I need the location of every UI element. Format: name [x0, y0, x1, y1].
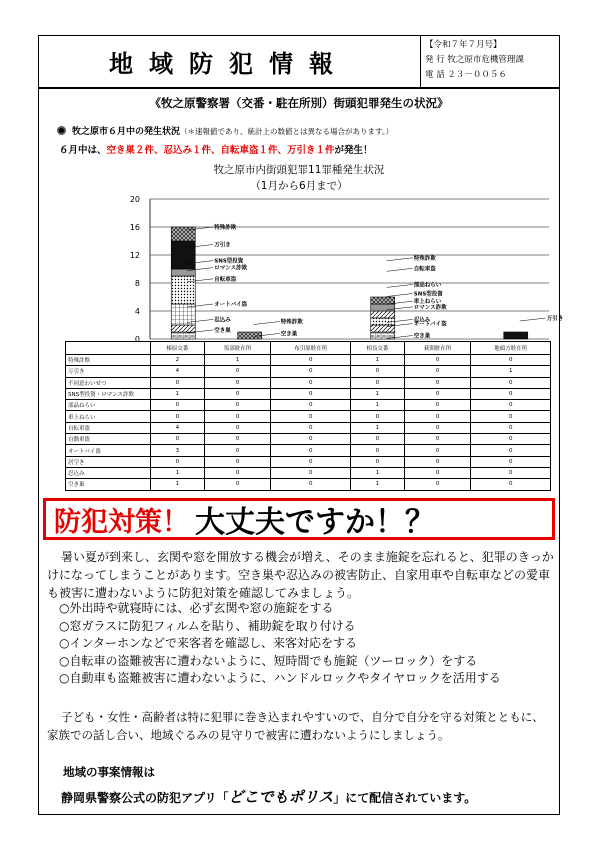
table-cell: 0	[350, 434, 404, 445]
callout-label: SNS型投資	[413, 291, 443, 298]
table-cell: 0	[471, 422, 551, 433]
table-cell: 1	[471, 366, 551, 377]
flyer-page	[38, 35, 564, 815]
table-cell: 0	[471, 400, 551, 411]
table-cell: 0	[271, 355, 351, 366]
table-cell: 0	[404, 411, 471, 422]
body-paragraph-2: 子ども・女性・高齢者は特に犯罪に巻き込まれやすいので、自分で自分を守る対策とともに、家族での話し合い、地域ぐるみの見守りで被害に遭わないようにしましょう。	[47, 710, 544, 742]
y-tick-label: 12	[129, 251, 140, 260]
table-cell: 4	[151, 422, 205, 433]
callout-label: ロマンス詐欺	[413, 304, 447, 311]
summary-line: ６月中は、空き巣２件、忍込み１件、自転車盗１件、万引き１件が発生！	[59, 145, 373, 156]
table-cell: 0	[204, 467, 271, 478]
table-cell: 0	[271, 434, 351, 445]
callout-label: ロマンス詐欺	[214, 265, 248, 272]
table-cell: 4	[151, 366, 205, 377]
callout-line	[254, 322, 280, 325]
table-row	[66, 422, 551, 433]
row-label: 忍込み	[66, 467, 151, 478]
footer-line-2: 静岡県警察公式の防犯アプリ「どこでもポリス」にて配信されています。	[61, 788, 477, 806]
row-label: 万引き	[66, 366, 151, 377]
table-row	[66, 467, 551, 478]
callout-label: 特殊詐欺	[280, 319, 303, 326]
summary-highlight: 空き巣２件、忍込み１件、自転車盗１件、万引き１件	[106, 145, 335, 156]
table-cell: 0	[404, 400, 471, 411]
table-cell: 1	[350, 355, 404, 366]
callout-label: 部品ねらい	[413, 282, 442, 289]
table-corner	[66, 342, 151, 355]
table-row	[66, 479, 551, 490]
table-row	[66, 366, 551, 377]
callout-line	[387, 258, 413, 261]
callout-label: 自転車盗	[413, 266, 436, 273]
table-col-header: 布引原駐在所	[271, 342, 351, 355]
table-cell: 0	[204, 366, 271, 377]
table-cell: 0	[271, 445, 351, 456]
row-label: 居空き	[66, 456, 151, 467]
section-title: 《牧之原警察署（交番・駐在所別）街頭犯罪発生の状況》	[149, 96, 449, 110]
table-cell: 0	[404, 355, 471, 366]
crime-table	[65, 341, 551, 491]
callout-label: 空き巣	[280, 331, 298, 338]
bar-segment	[171, 332, 195, 339]
table-col-header: 坂部駐在所	[204, 342, 271, 355]
chart-subtitle: （1月から6月まで）	[250, 180, 348, 192]
table-cell: 0	[404, 456, 471, 467]
table-cell: 0	[204, 456, 271, 467]
table-cell: 0	[404, 445, 471, 456]
table-row	[66, 411, 551, 422]
table-cell: 0	[404, 479, 471, 490]
chart-title: 牧之原市内街頭犯罪11罪種発生状況	[213, 164, 385, 176]
table-row	[66, 388, 551, 399]
table-cell: 0	[471, 355, 551, 366]
table-cell: 0	[471, 434, 551, 445]
table-cell: 1	[204, 355, 271, 366]
table-row	[66, 400, 551, 411]
banner	[43, 498, 555, 540]
y-tick-label: 8	[134, 279, 140, 288]
table-cell: 0	[471, 445, 551, 456]
table-col-header: 萩間駐在所	[404, 342, 471, 355]
issuer: 発 行 牧之原市危機管理課	[425, 55, 524, 65]
table-cell: 0	[271, 411, 351, 422]
table-cell: 0	[471, 388, 551, 399]
table-cell: 0	[204, 422, 271, 433]
bar-segment	[504, 332, 528, 339]
table-cell: 1	[350, 422, 404, 433]
footer-line-1: 地域の事案情報は	[63, 765, 155, 779]
table-cell: 0	[471, 467, 551, 478]
bar-segment	[171, 241, 195, 269]
table-cell: 0	[471, 479, 551, 490]
row-label: 部品ねらい	[66, 400, 151, 411]
table-cell: 0	[271, 366, 351, 377]
table-cell: 0	[404, 422, 471, 433]
table-cell: 0	[350, 411, 404, 422]
table-cell: 0	[350, 377, 404, 388]
banner-red-text: 防犯対策！	[54, 506, 189, 538]
table-cell: 0	[404, 388, 471, 399]
table-cell: 0	[350, 456, 404, 467]
callout-label: 車上ねらい	[413, 299, 442, 306]
row-label: 自転車盗	[66, 422, 151, 433]
table-cell: 0	[204, 377, 271, 388]
bar-segment	[371, 311, 395, 318]
bar-segment	[238, 332, 262, 339]
bar-segment	[171, 325, 195, 332]
bullet-icon	[57, 126, 66, 135]
tip-item: ○自動車も盗難被害に遭わないように、ハンドルロックやタイヤロックを活用する	[59, 671, 501, 685]
tip-item: ○インターホンなどで来客者を確認し、来客対応をする	[59, 636, 357, 650]
row-label: 不同意わいせつ	[66, 377, 151, 388]
row-label: 特殊詐欺	[66, 355, 151, 366]
table-cell: 0	[271, 388, 351, 399]
table-cell: 1	[151, 467, 205, 478]
callout-label: 忍込み	[413, 317, 431, 324]
tip-item: ○窓ガラスに防犯フィルムを貼り、補助錠を取り付ける	[59, 618, 356, 633]
issue-date: 【令和７年７月号】	[425, 40, 502, 50]
table-cell: 3	[151, 445, 205, 456]
callout-label: 忍込み	[214, 317, 231, 324]
row-label: オートバイ盗	[66, 445, 151, 456]
body-paragraph-1: 暑い夏が到来し、玄関や窓を開放する機会が増え、そのまま施錠を忘れると、犯罪のきっかけになってしまうことがあります。空き巣や忍込みの被害防止、自家用車や自転車などの愛車も被害に遭わないように防犯対策を確認してみましょう。	[47, 550, 554, 600]
table-cell: 0	[404, 434, 471, 445]
y-tick-label: 0	[134, 335, 140, 344]
table-cell: 0	[350, 445, 404, 456]
table-cell: 1	[350, 400, 404, 411]
table-row	[66, 456, 551, 467]
callout-line	[387, 284, 413, 287]
table-cell: 0	[271, 479, 351, 490]
row-label: 空き巣	[66, 479, 151, 490]
table-cell: 1	[350, 388, 404, 399]
callout-line	[520, 318, 546, 321]
table-col-header: 地頭方駐在所	[471, 342, 551, 355]
table-cell: 2	[151, 355, 205, 366]
table-row	[66, 355, 551, 366]
page-title: 地域防犯情報	[109, 50, 349, 78]
callout-label: 特殊詐欺	[214, 225, 237, 231]
table-cell: 0	[204, 400, 271, 411]
table-row	[66, 445, 551, 456]
callout-label: SNS型投資	[214, 258, 244, 265]
bar-segment	[171, 227, 195, 241]
phone-number: 電 話 ２３－００５６	[425, 70, 507, 80]
callout-line	[387, 294, 413, 297]
table-cell: 0	[271, 377, 351, 388]
row-label: 自動車盗	[66, 434, 151, 445]
bar-segment	[371, 318, 395, 325]
callout-label: 万引き	[214, 242, 231, 249]
tip-item: ○自転車の盗難被害に遭わないように、短時間でも施錠（ツーロック）をする	[59, 653, 478, 668]
tip-item: ○外出時や就寝時には、必ず玄関や窓の施錠をする	[59, 601, 334, 615]
table-cell: 1	[350, 479, 404, 490]
callout-label: 特殊詐欺	[413, 255, 436, 262]
callout-label: 空き巣	[413, 333, 431, 340]
table-cell: 0	[471, 377, 551, 388]
table-col-header: 榛原交番	[151, 342, 205, 355]
table-cell: 0	[151, 400, 205, 411]
table-cell: 0	[404, 366, 471, 377]
table-cell: 0	[404, 467, 471, 478]
table-cell: 0	[204, 411, 271, 422]
tips-list	[59, 600, 501, 688]
y-tick-label: 4	[134, 307, 140, 316]
banner-black-text: 大丈夫ですか！？	[195, 505, 435, 540]
crime-chart	[39, 191, 564, 344]
header	[39, 36, 559, 89]
app-name: どこでもポリス	[228, 788, 334, 806]
table-cell: 0	[271, 467, 351, 478]
table-row	[66, 434, 551, 445]
table-cell: 0	[204, 388, 271, 399]
table-cell: 0	[204, 479, 271, 490]
table-cell: 0	[151, 434, 205, 445]
bar-segment	[371, 297, 395, 304]
table-cell: 1	[350, 467, 404, 478]
callout-label: 自転車盗	[214, 276, 237, 283]
table-cell: 0	[151, 377, 205, 388]
table-cell: 0	[204, 434, 271, 445]
table-row	[66, 377, 551, 388]
header-info	[420, 36, 559, 87]
summary-note: （＊速報値であり、統計上の数値とは異なる場合があります。）	[180, 127, 394, 136]
table-cell: 0	[471, 456, 551, 467]
callout-label: 万引き	[546, 316, 564, 322]
table-cell: 1	[151, 388, 205, 399]
table-cell: 1	[151, 479, 205, 490]
table-col-header: 相良交番	[350, 342, 404, 355]
table-cell: 0	[151, 456, 205, 467]
table-cell: 0	[271, 456, 351, 467]
bar-segment	[371, 304, 395, 311]
summary-lead: 牧之原市６月中の発生状況（＊速報値であり、統計上の数値とは異なる場合があります。）	[57, 124, 393, 137]
row-label: 車上ねらい	[66, 411, 151, 422]
callout-label: 空き巣	[214, 327, 231, 334]
y-tick-label: 16	[129, 223, 140, 232]
table-cell: 0	[350, 366, 404, 377]
table-cell: 0	[151, 411, 205, 422]
table-cell: 0	[404, 377, 471, 388]
table-cell: 0	[204, 445, 271, 456]
row-label: SNS型投資・ロマンス詐欺	[66, 388, 151, 399]
y-tick-label: 20	[129, 195, 140, 204]
table-cell: 0	[271, 422, 351, 433]
callout-line	[387, 268, 413, 271]
callout-label: オートバイ盗	[413, 321, 447, 328]
bar-segment	[171, 276, 195, 304]
table-cell: 0	[271, 400, 351, 411]
table-cell: 0	[471, 411, 551, 422]
callout-label: オートバイ盗	[214, 302, 248, 308]
